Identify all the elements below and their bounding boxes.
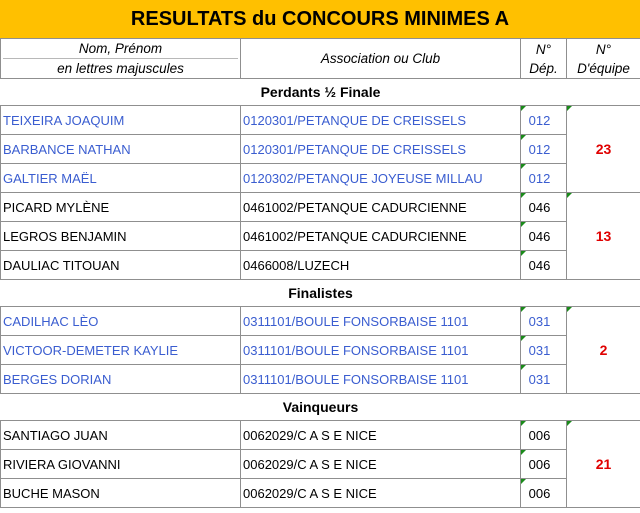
player-row — [1, 222, 640, 251]
header-team-line1: N° — [595, 41, 612, 57]
team-number: 13 — [567, 193, 640, 280]
player-dep: 012 — [521, 164, 567, 193]
player-club: 0120301/PETANQUE DE CREISSELS — [241, 135, 521, 164]
header-dep-line2: Dép. — [529, 60, 558, 76]
team-number: 21 — [567, 421, 640, 508]
player-row — [1, 479, 640, 508]
player-dep: 006 — [521, 421, 567, 450]
player-row — [1, 135, 640, 164]
section-title: Perdants ½ Finale — [1, 79, 640, 106]
header-club: Association ou Club — [241, 39, 521, 79]
player-dep: 046 — [521, 251, 567, 280]
header-team — [567, 39, 640, 79]
player-name: VICTOOR-DEMETER KAYLIE — [1, 336, 241, 365]
player-name: BARBANCE NATHAN — [1, 135, 241, 164]
player-club: 0311101/BOULE FONSORBAISE 1101 — [241, 336, 521, 365]
player-name: GALTIER MAËL — [1, 164, 241, 193]
header-name-line1: Nom, Prénom — [3, 39, 238, 59]
player-dep: 012 — [521, 135, 567, 164]
header-dep-line1: N° — [535, 41, 552, 57]
header-row — [1, 39, 640, 79]
player-dep: 031 — [521, 336, 567, 365]
player-dep: 046 — [521, 222, 567, 251]
player-club: 0461002/PETANQUE CADURCIENNE — [241, 193, 521, 222]
team-number: 2 — [567, 307, 640, 394]
section-title: Vainqueurs — [1, 394, 640, 421]
player-row — [1, 365, 640, 394]
section-row — [1, 394, 640, 421]
player-club: 0062029/C A S E NICE — [241, 421, 521, 450]
header-name-line2: en lettres majuscules — [57, 61, 184, 76]
player-club: 0062029/C A S E NICE — [241, 479, 521, 508]
player-name: BUCHE MASON — [1, 479, 241, 508]
player-row — [1, 307, 640, 336]
player-club: 0311101/BOULE FONSORBAISE 1101 — [241, 307, 521, 336]
player-club: 0120302/PETANQUE JOYEUSE MILLAU — [241, 164, 521, 193]
section-title: Finalistes — [1, 280, 640, 307]
header-dep — [521, 39, 567, 79]
player-name: LEGROS BENJAMIN — [1, 222, 241, 251]
player-club: 0062029/C A S E NICE — [241, 450, 521, 479]
player-row — [1, 164, 640, 193]
player-club: 0461002/PETANQUE CADURCIENNE — [241, 222, 521, 251]
results-table — [0, 38, 640, 508]
section-row — [1, 280, 640, 307]
player-name: BERGES DORIAN — [1, 365, 241, 394]
player-name: PICARD MYLÈNE — [1, 193, 241, 222]
player-row — [1, 450, 640, 479]
player-dep: 046 — [521, 193, 567, 222]
player-dep: 006 — [521, 479, 567, 508]
player-name: TEIXEIRA JOAQUIM — [1, 106, 241, 135]
player-row — [1, 106, 640, 135]
player-row — [1, 251, 640, 280]
player-row — [1, 336, 640, 365]
player-club: 0466008/LUZECH — [241, 251, 521, 280]
player-club: 0311101/BOULE FONSORBAISE 1101 — [241, 365, 521, 394]
player-row — [1, 193, 640, 222]
player-name: RIVIERA GIOVANNI — [1, 450, 241, 479]
player-dep: 012 — [521, 106, 567, 135]
section-row — [1, 79, 640, 106]
player-dep: 031 — [521, 307, 567, 336]
team-number: 23 — [567, 106, 640, 193]
player-row — [1, 421, 640, 450]
player-name: SANTIAGO JUAN — [1, 421, 241, 450]
header-team-line2: D'équipe — [577, 60, 630, 76]
player-name: DAULIAC TITOUAN — [1, 251, 241, 280]
player-club: 0120301/PETANQUE DE CREISSELS — [241, 106, 521, 135]
page-title: RESULTATS du CONCOURS MINIMES A — [0, 0, 640, 39]
player-name: CADILHAC LÈO — [1, 307, 241, 336]
player-dep: 006 — [521, 450, 567, 479]
header-name — [1, 39, 241, 79]
player-dep: 031 — [521, 365, 567, 394]
